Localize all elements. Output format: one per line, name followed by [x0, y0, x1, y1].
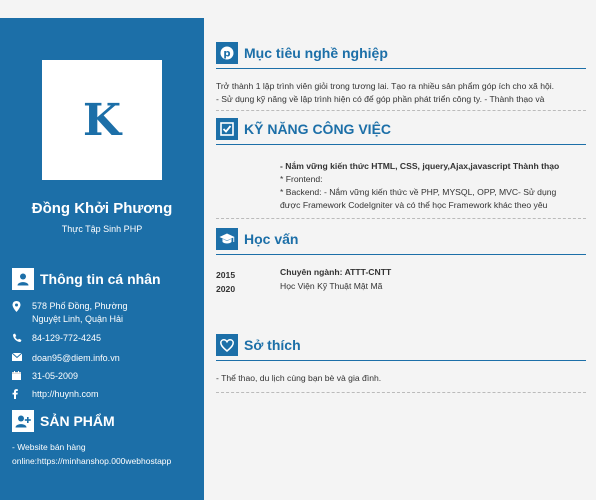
facebook-icon	[12, 388, 32, 399]
email-value: doan95@diem.info.vn	[32, 353, 120, 363]
year-start: 2015	[216, 270, 236, 280]
goal-end-divider	[216, 110, 586, 111]
products-line1: - Website bán hàng	[12, 442, 86, 452]
products-text	[12, 440, 198, 468]
phone-value: 84-129-772-4245	[32, 333, 102, 343]
facebook-link[interactable]: http://huynh.com	[32, 389, 99, 399]
skills-line1: - Nắm vững kiến thức HTML, CSS, jquery,Ajax,javascript Thành thạo	[280, 161, 560, 171]
education-major: Chuyên ngành: ATTT-CNTT	[280, 267, 392, 277]
year-end: 2020	[216, 284, 236, 294]
checkbox-icon	[216, 118, 238, 140]
personal-info-heading	[12, 268, 161, 290]
skills-end-divider	[216, 218, 586, 219]
personal-info-title: Thông tin cá nhân	[40, 271, 161, 287]
hobbies-divider	[216, 360, 586, 361]
hobbies-title: Sở thích	[244, 337, 301, 353]
hobbies-text: - Thể thao, du lịch cùng bạn bè và gia đình.	[216, 373, 382, 383]
goal-heading	[216, 42, 388, 64]
contact-phone	[12, 332, 101, 345]
skills-line2: * Frontend:	[280, 174, 323, 184]
skills-line4: được Framework CodeIgniter và có thể học Framework khác theo yêu	[280, 200, 548, 210]
phone-icon	[12, 332, 32, 343]
svg-text:p: p	[223, 48, 231, 60]
profile-name: Đồng Khởi Phương	[31, 200, 173, 217]
envelope-icon	[12, 352, 32, 361]
goal-text	[216, 80, 590, 106]
education-heading	[216, 228, 298, 250]
address-line1: 578 Phố Đồng, Phường	[32, 301, 128, 311]
pinterest-icon	[216, 42, 238, 64]
goal-title: Mục tiêu nghề nghiệp	[244, 45, 388, 61]
skills-divider	[216, 144, 586, 145]
education-school: Học Viện Kỹ Thuật Mật Mã	[280, 281, 383, 291]
skills-title: KỸ NĂNG CÔNG VIỆC	[244, 121, 392, 137]
contact-facebook	[12, 388, 99, 401]
calendar-icon	[12, 370, 32, 380]
education-years	[216, 268, 235, 296]
avatar-initial: K	[82, 94, 122, 146]
products-heading	[12, 410, 115, 432]
job-title: Thực Tập Sinh PHP	[61, 224, 143, 234]
user-plus-icon	[12, 410, 34, 432]
products-line2[interactable]: online:https://minhanshop.000webhostapp	[12, 456, 172, 466]
avatar	[42, 60, 162, 180]
graduation-cap-icon	[216, 228, 238, 250]
skills-heading	[216, 118, 391, 140]
skills-text	[280, 160, 586, 212]
products-title: SẢN PHẨM	[40, 413, 115, 429]
goal-divider	[216, 68, 586, 69]
education-divider	[216, 254, 586, 255]
contact-dob	[12, 370, 78, 383]
education-title: Học vấn	[244, 231, 299, 247]
goal-line2: - Sử dụng kỹ năng về lập trình hiện có để góp phần phát triển công ty. - Thành thạo và	[216, 94, 545, 104]
sidebar	[0, 18, 204, 500]
contact-address	[12, 300, 162, 326]
hobbies-end-divider	[216, 392, 586, 393]
address-line2: Nguyệt Linh, Quận Hải	[32, 314, 124, 324]
goal-line1: Trở thành 1 lập trình viên giỏi trong tương lai. Tạo ra nhiều sản phẩm góp ích cho xã hội.	[216, 81, 555, 91]
contact-email	[12, 352, 120, 365]
user-icon	[12, 268, 34, 290]
hobbies-heading	[216, 334, 301, 356]
dob-value: 31-05-2009	[32, 371, 79, 381]
heart-icon	[216, 334, 238, 356]
map-marker-icon	[12, 300, 32, 312]
skills-line3: * Backend: - Nắm vững kiến thức về PHP, MYSQL, OPP, MVC- Sử dụng	[280, 187, 557, 197]
